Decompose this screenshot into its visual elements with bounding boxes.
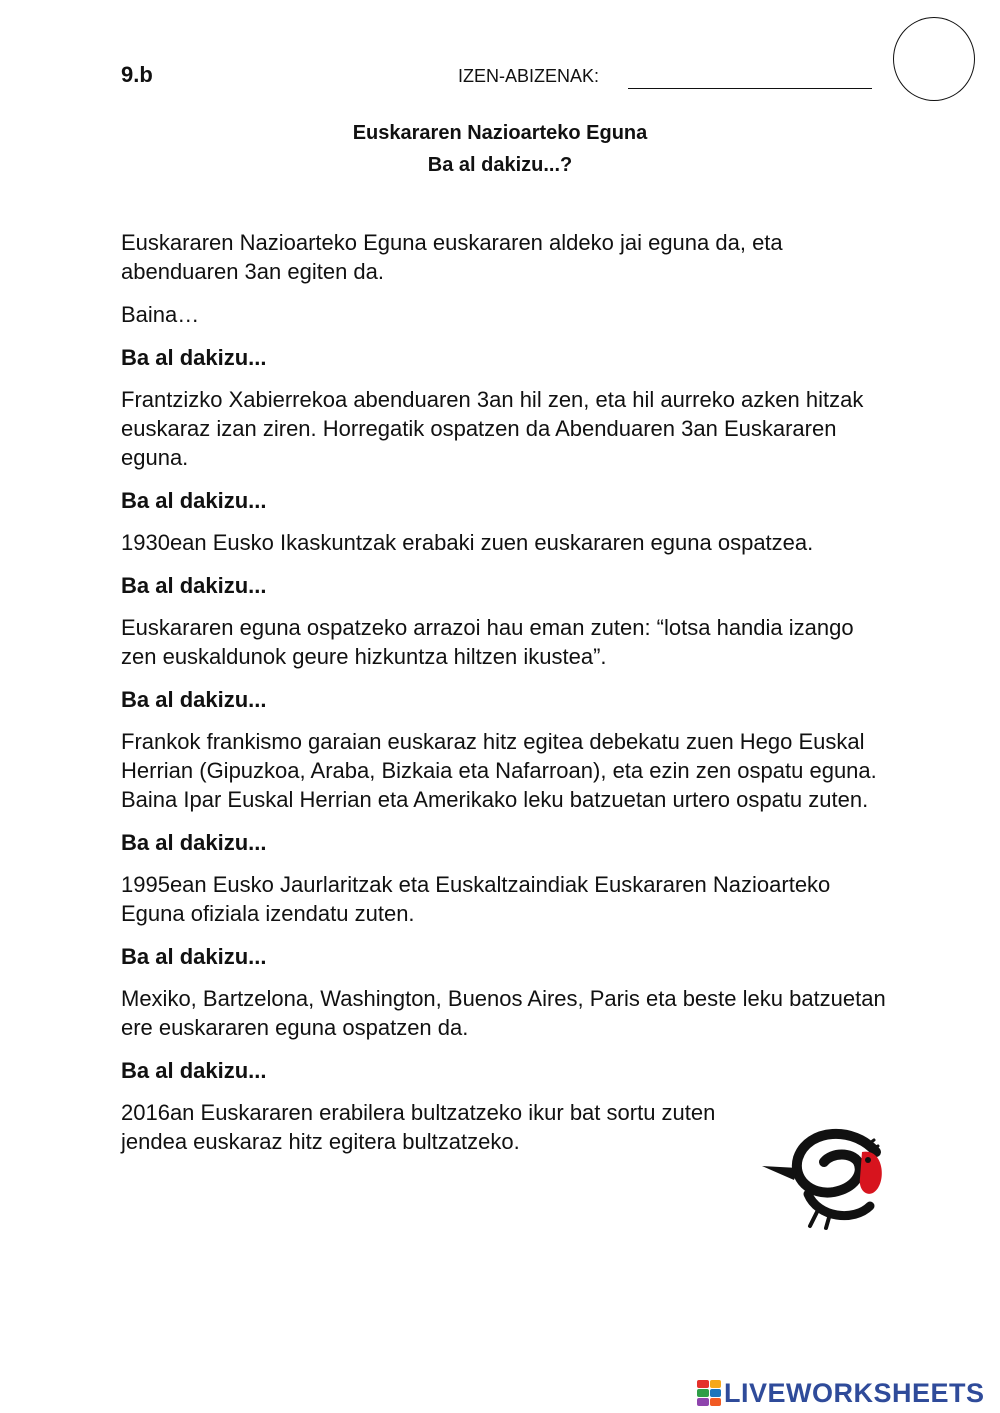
badge-square [710,1389,722,1397]
intro-but: Baina… [121,302,200,327]
fact-text: 2016an Euskararen erabilera bultzatzeko ikur bat sortu zuten jendea euskaraz hitz egitera bultzatzeko. [121,1100,716,1154]
fact-question: Ba al dakizu... [121,488,267,513]
fact-question: Ba al dakizu... [121,944,267,969]
fact-text: Euskararen eguna ospatzeko arrazoi hau eman zuten: “lotsa handia izango zen euskaldunok geure hizkuntza hiltzen ikustea”. [121,615,854,669]
badge-square [697,1380,709,1388]
liveworksheets-badge-icon [697,1380,721,1406]
badge-square [697,1389,709,1397]
badge-square [710,1398,722,1406]
fact-text: 1995ean Eusko Jaurlaritzak eta Euskaltzaindiak Euskararen Nazioarteko Eguna ofiziala izendatu zuten. [121,872,831,926]
page-title: Euskararen Nazioarteko Eguna [352,122,648,144]
fact-question: Ba al dakizu... [121,573,267,598]
badge-square [697,1398,709,1406]
worksheet-grade: 9.b [121,62,153,87]
worksheet-content [121,228,891,1170]
intro-paragraph: Euskararen Nazioarteko Eguna euskararen aldeko jai eguna da, eta abenduaren 3an egiten da. [121,230,783,284]
fact-question: Ba al dakizu... [121,687,267,712]
page-subtitle: Ba al dakizu...? [427,154,573,176]
fact-text: Frankok frankismo garaian euskaraz hitz egitea debekatu zuen Hego Euskal Herrian (Gipuzkoa, Araba, Bizkaia eta Nafarroan), eta ezin zen ospatu eguna. Baina Ipar Euskal Herrian eta Amerikako leku batzuetan urtero ospatu zuten. [121,729,877,812]
score-circle [893,17,975,101]
badge-square [710,1380,722,1388]
fact-question: Ba al dakizu... [121,830,267,855]
liveworksheets-footer [697,1378,985,1408]
fact-text: Mexiko, Bartzelona, Washington, Buenos Aires, Paris eta beste leku batzuetan ere euskararen eguna ospatzen da. [121,986,886,1040]
name-input-line[interactable] [628,88,872,89]
fact-question: Ba al dakizu... [121,345,267,370]
fact-text: Frantzizko Xabierrekoa abenduaren 3an hil zen, eta hil aurreko azken hitzak euskaraz izan ziren. Horregatik ospatzen da Abenduaren 3an Euskararen eguna. [121,387,864,470]
liveworksheets-brand: LIVEWORKSHEETS [724,1377,985,1408]
fact-text: 1930ean Eusko Ikaskuntzak erabaki zuen euskararen eguna ospatzea. [121,530,814,555]
name-label: IZEN-ABIZENAK: [458,66,600,86]
txantxangorri-bird-logo-icon [758,1122,900,1232]
fact-question: Ba al dakizu... [121,1058,267,1083]
